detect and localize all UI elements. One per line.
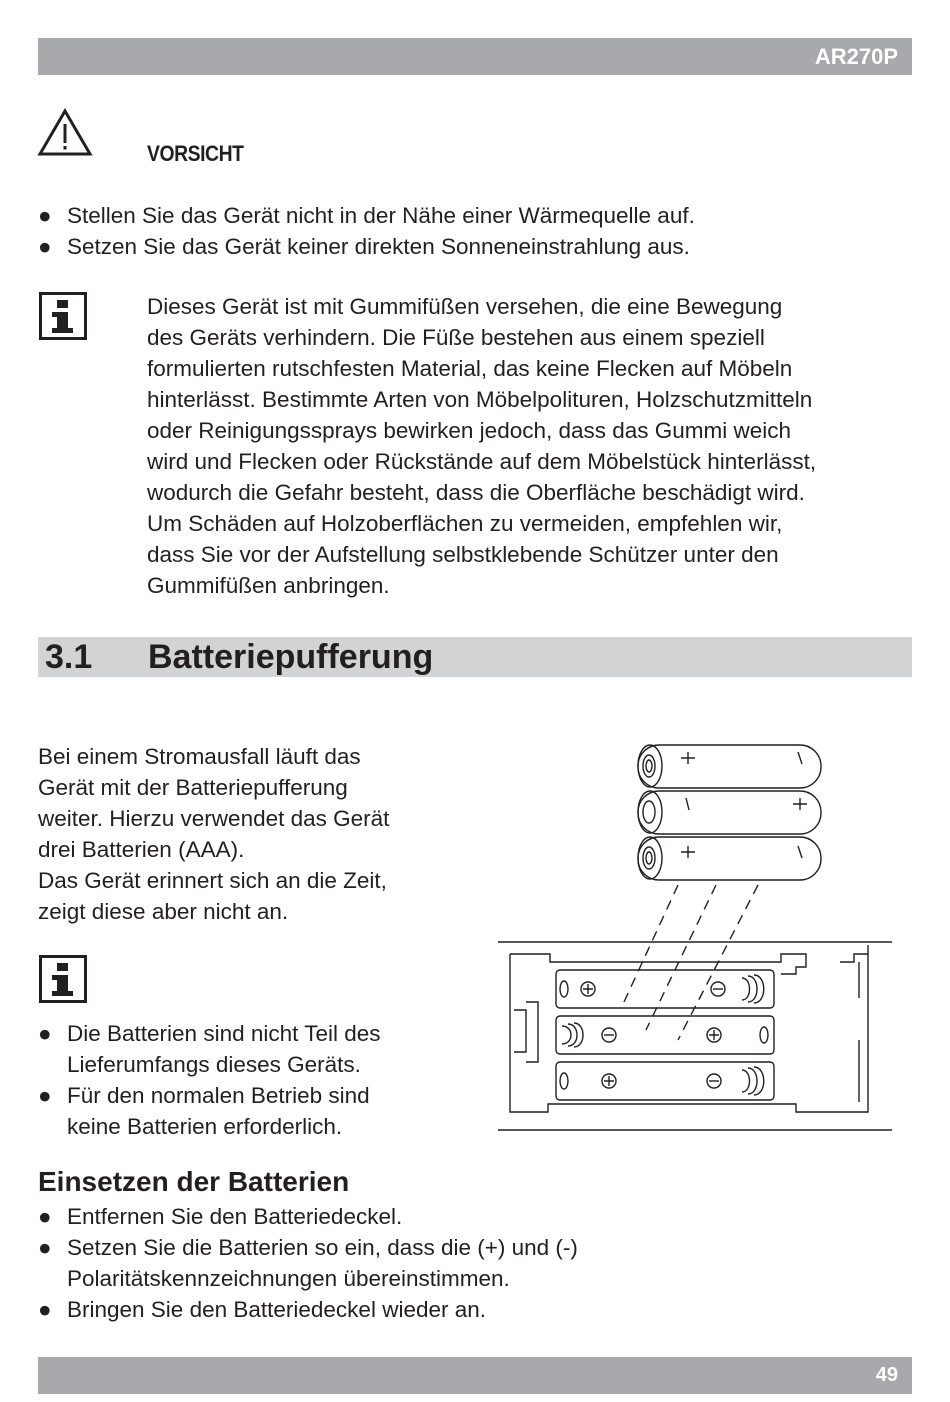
warning-triangle-icon [37,108,93,158]
insert-steps-list [38,1201,918,1325]
caution-list [38,200,918,262]
footer-bar [38,1357,912,1394]
battery-insertion-illustration [496,740,896,1135]
bullet-dot: ● [38,1021,52,1046]
battery-compartment [498,942,892,1130]
list-item: ● Bringen Sie den Batteriedeckel wieder an. [38,1294,918,1325]
caution-title: VORSICHT [147,141,244,166]
bullet-dot: ● [38,1083,52,1108]
bullet-dot: ● [38,203,52,228]
info-icon [39,292,87,340]
list-item: ● Stellen Sie das Gerät nicht in der Nähe einer Wärmequelle auf. [38,200,918,231]
header-bar [38,38,912,75]
bullet-dot: ● [38,1297,52,1322]
page-number: 49 [875,1364,898,1386]
model-name: AR270P [814,44,898,69]
loose-battery [638,791,821,834]
list-item: ● Setzen Sie die Batterien so ein, dass die (+) und (-) Polaritätskennzeichnungen übereinstimmen. [38,1232,918,1294]
section-heading-bar [38,637,912,677]
battery-intro-paragraph: Bei einem Stromausfall läuft das Gerät mit der Batteriepufferung weiter. Hierzu verwendet das Gerät drei Batterien (AAA). Das Gerät erinnert sich an die Zeit, zeigt diese aber nicht an. [38,744,390,924]
list-item: ● Entfernen Sie den Batteriedeckel. [38,1201,918,1232]
loose-battery [638,837,821,880]
insert-batteries-heading: Einsetzen der Batterien [38,1166,350,1197]
bullet-dot: ● [38,1204,52,1229]
info-paragraph: Dieses Gerät ist mit Gummifüßen versehen, die eine Bewegung des Geräts verhindern. Die Füße bestehen aus einem speziell formulierten rutschfesten Material, das keine Flecken auf Möbeln hinterlässt. Bestimmte Arten von Möbelpolituren, Holzschutzmitteln oder Reinigungssprays bewirken jedoch, dass das Gummi weich wird und Flecken oder Rückstände auf dem Möbelstück hinterlässt, wodurch die Gefahr besteht, dass die Oberfläche beschädigt wird. Um Schäden auf Holzoberflächen zu vermeiden, empfehlen wir, dass Sie vor der Aufstellung selbstklebende Schützer unter den Gummifüßen anbringen. [147,294,817,598]
section-number: 3.1 [45,638,93,676]
list-item: ● Die Batterien sind nicht Teil des Lieferumfangs dieses Geräts. [38,1018,468,1080]
bullet-dot: ● [38,1235,52,1260]
list-item: ● Für den normalen Betrieb sind keine Batterien erforderlich. [38,1080,468,1142]
bullet-dot: ● [38,234,52,259]
info-icon [39,955,87,1003]
loose-battery [638,745,821,788]
section-title: Batteriepufferung [148,638,434,676]
battery-notes-list [38,1018,468,1142]
list-item: ● Setzen Sie das Gerät keiner direkten Sonneneinstrahlung aus. [38,231,918,262]
